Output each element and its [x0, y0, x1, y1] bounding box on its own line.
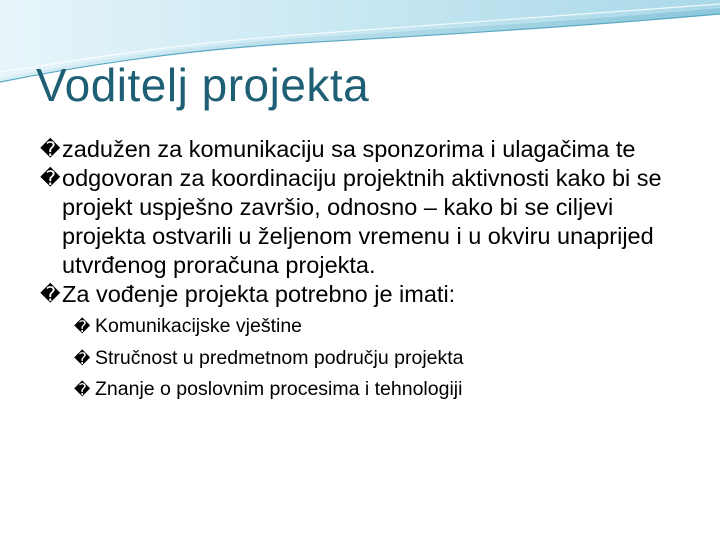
sub-list-item-text: Stručnost u predmetnom području projekta	[95, 346, 464, 369]
bullet-icon: �	[74, 317, 91, 336]
bullet-icon: �	[74, 348, 91, 368]
bullet-list	[40, 135, 705, 406]
bullet-icon: �	[40, 137, 61, 161]
list-item	[40, 135, 702, 164]
slide-title: Voditelj projekta	[36, 59, 370, 111]
sub-list-item	[40, 343, 695, 375]
list-item-text: odgovoran za koordinaciju projektnih aktivnosti kako bi se projekt uspješno završio, odnosno – kako bi se ciljevi projekta ostvarili u željenom vremenu i u okviru unaprijed utvrđenog proračuna projekta.	[62, 165, 662, 278]
sub-list-item	[40, 374, 695, 406]
list-item-text: zadužen za komunikaciju sa sponzorima i ulagačima te	[62, 136, 636, 162]
bullet-icon: �	[74, 380, 91, 399]
list-item-text: Za vođenje projekta potrebno je imati:	[62, 281, 456, 307]
bullet-icon: �	[40, 282, 61, 306]
sub-list-item-text: Komunikacijske vještine	[95, 315, 303, 337]
bullet-icon: �	[40, 166, 61, 190]
list-item	[40, 164, 702, 280]
sub-list-item-text: Znanje o poslovnim procesima i tehnologiji	[95, 378, 463, 400]
sub-list-item	[40, 311, 695, 343]
list-item	[40, 280, 702, 309]
